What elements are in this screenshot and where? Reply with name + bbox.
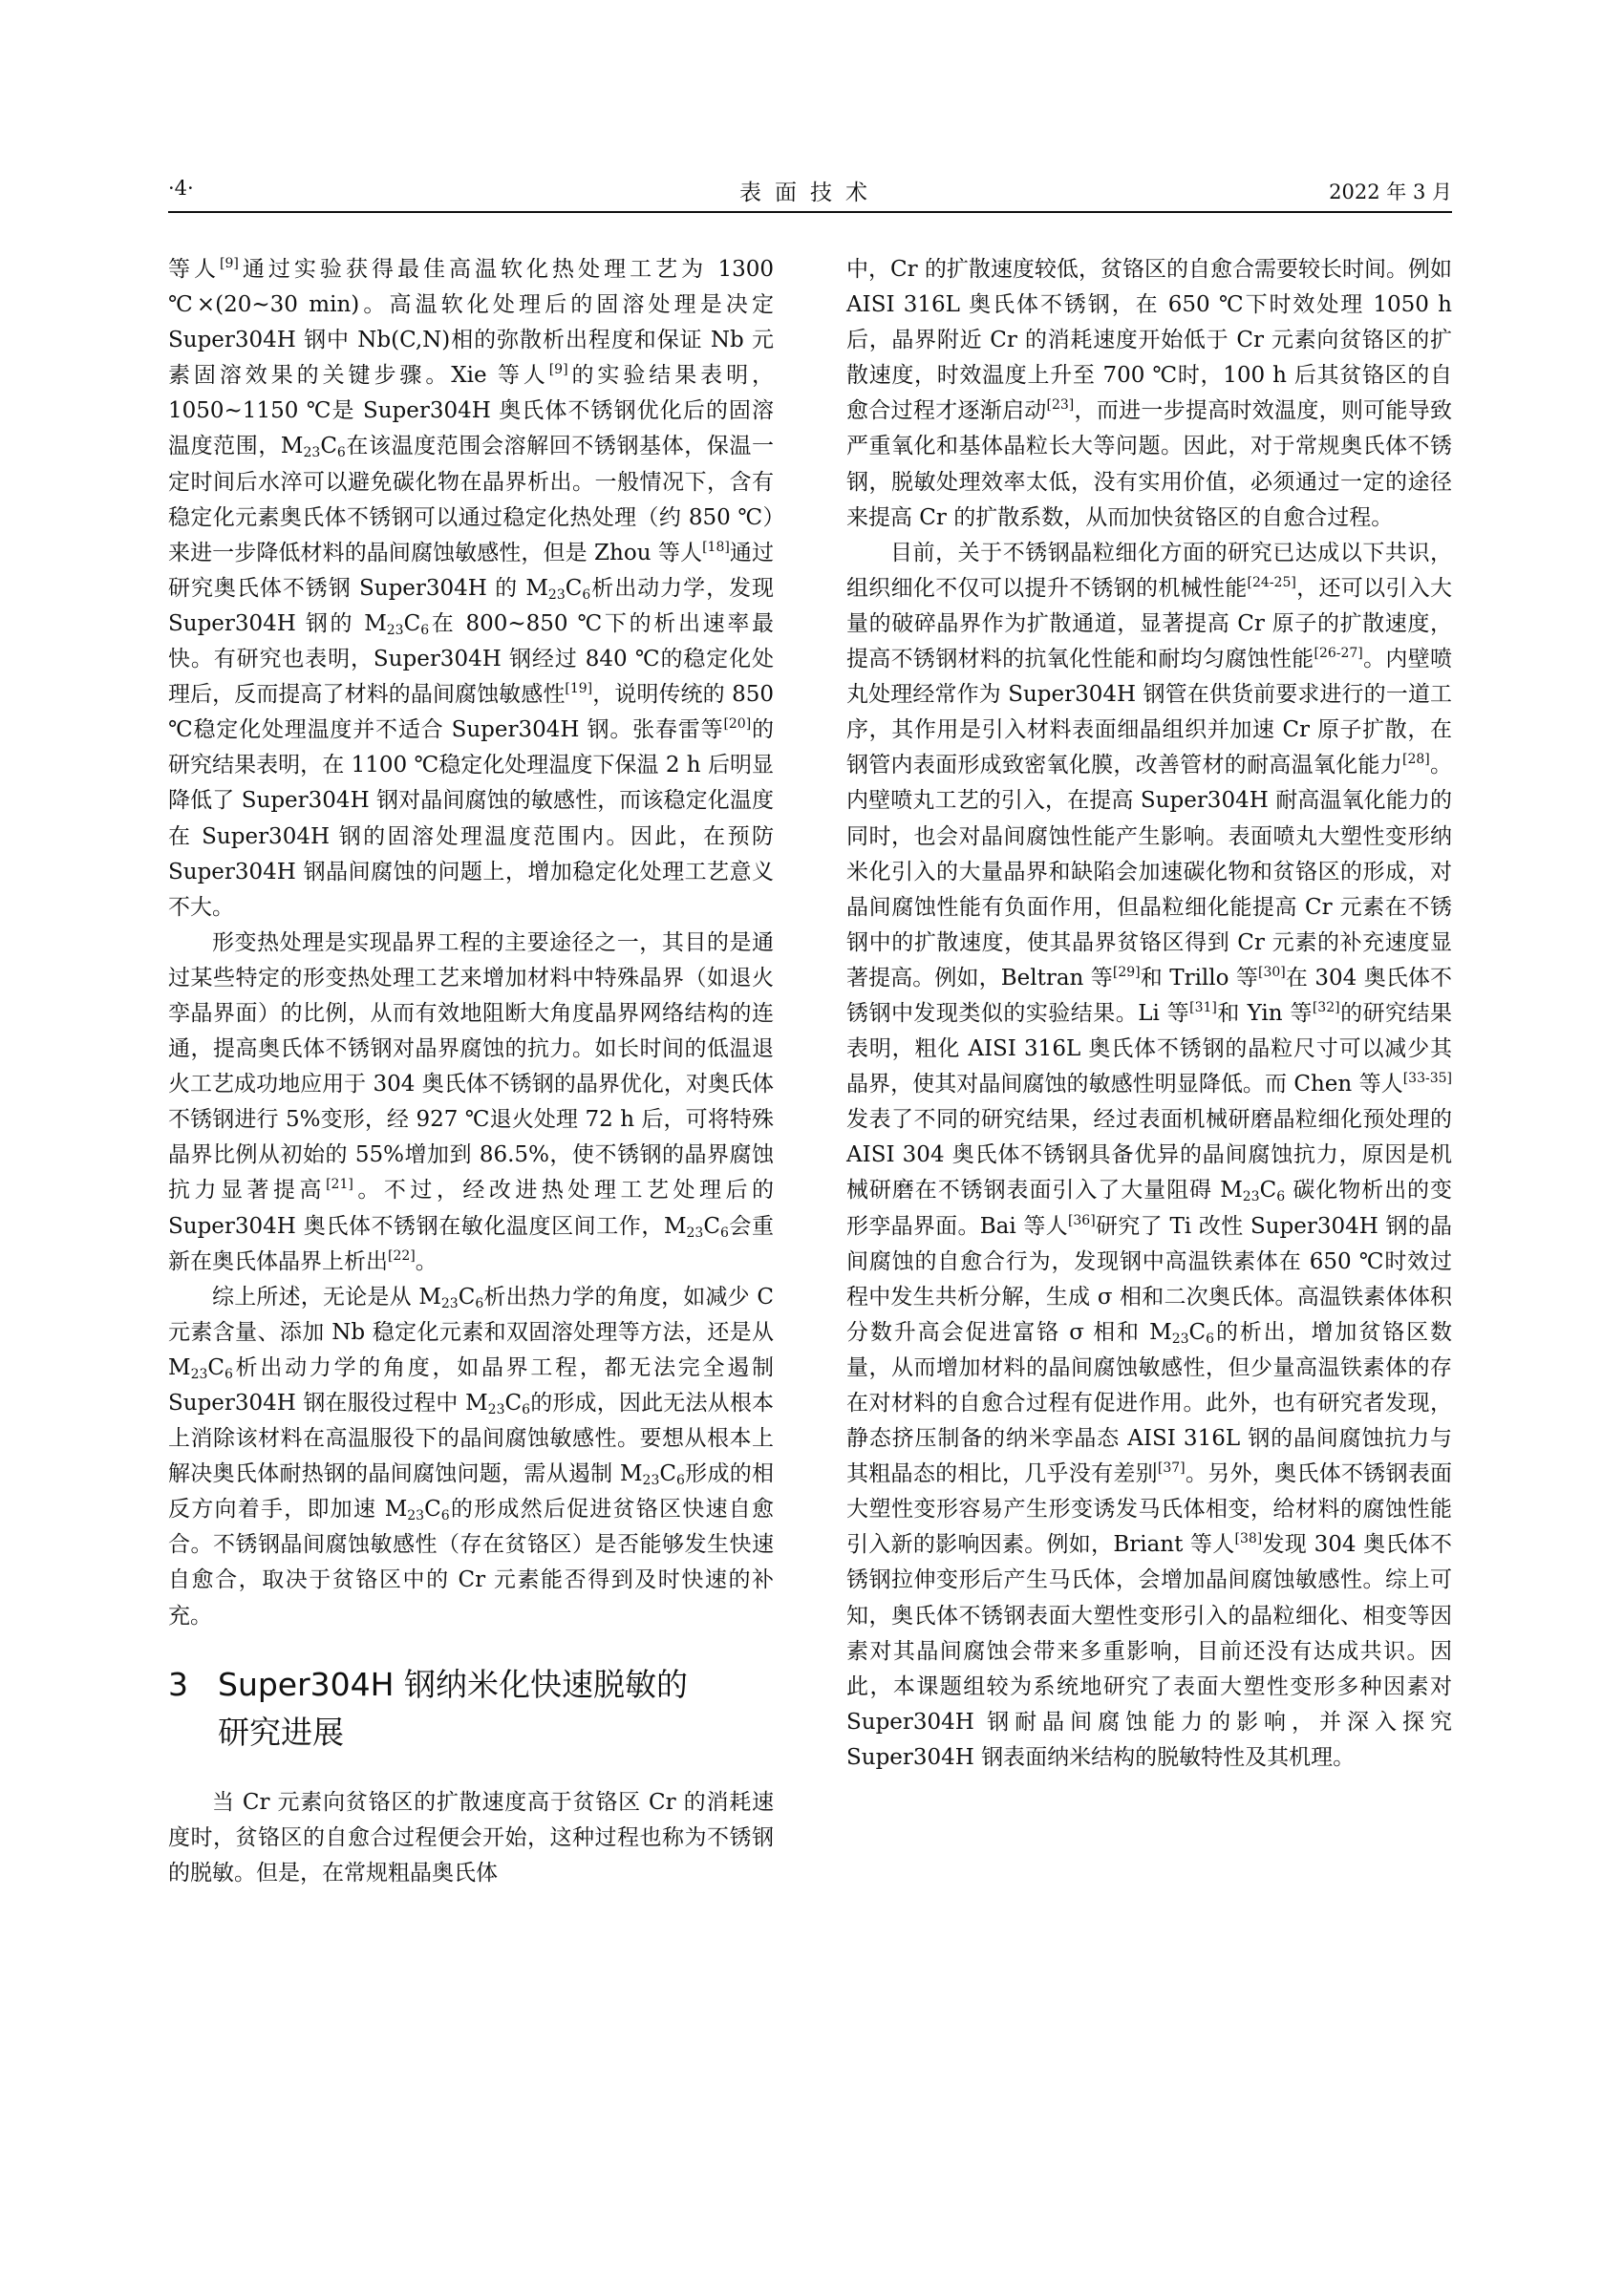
citation[interactable]: [24-25] xyxy=(1247,574,1296,590)
section-heading xyxy=(168,1661,774,1757)
citation[interactable]: [37] xyxy=(1157,1460,1186,1477)
left-column xyxy=(168,252,774,1891)
citation[interactable]: [20] xyxy=(723,716,752,733)
citation[interactable]: [33-35] xyxy=(1402,1071,1452,1087)
citation[interactable]: [31] xyxy=(1189,999,1217,1015)
citation[interactable]: [38] xyxy=(1234,1531,1263,1547)
citation[interactable]: [28] xyxy=(1401,752,1430,768)
right-column xyxy=(846,252,1452,1776)
journal-title: 表面技术 xyxy=(739,181,881,205)
page-number: ·4· xyxy=(168,177,194,200)
citation[interactable]: [9] xyxy=(220,256,239,271)
citation[interactable]: [29] xyxy=(1112,964,1141,980)
citation[interactable]: [21] xyxy=(326,1177,353,1193)
citation[interactable]: [26-27] xyxy=(1314,646,1363,662)
citation[interactable]: [32] xyxy=(1312,999,1340,1015)
issue-date: 2022 年 3 月 xyxy=(1329,181,1452,203)
paragraph: 当 Cr 元素向贫铬区的扩散速度高于贫铬区 Cr 的消耗速度时，贫铬区的自愈合过程便会开始，这种过程也称为不锈钢的脱敏。但是，在常规粗晶奥氏体 xyxy=(168,1789,774,1886)
citation[interactable]: [18] xyxy=(702,539,730,555)
citation[interactable]: [30] xyxy=(1258,964,1286,980)
citation[interactable]: [36] xyxy=(1067,1212,1096,1228)
citation[interactable]: [9] xyxy=(548,362,568,378)
paragraph: 目前，关于不锈钢晶粒细化方面的研究已达成以下共识，组织细化不仅可以提升不锈钢的机械性能[24-25]，还可以引入大量的破碎晶界作为扩散通道，显著提高 Cr 原子的扩散速度，提高不锈钢材料的抗氧化性能和耐均匀腐蚀性能[26-27]。内壁喷丸处理经常作为 Super304H 钢管在供货前要求进行的一道工序，其作用是引入材料表面细晶组织并加速 Cr 原子扩散，在钢管内表面形成致密氧化膜，改善管材的耐高温氧化能力[28]。内壁喷丸工艺的引入，在提高 Super304H 耐高温氧化能力的同时，也会对晶间腐蚀性能产生影响。表面喷丸大塑性变形纳米化引入的大量晶界和缺陷会加速碳化物和贫铬区的形成，对晶间腐蚀性能有负面作用，但晶粒细化能提高 Cr 元素在不锈钢中的扩散速度，使其晶界贫铬区得到 Cr 元素的补充速度显著提高。例如，Beltran 等[29]和 Trillo 等[30]在 304 奥氏体不锈钢中发现类似的实验结果。Li 等[31]和 Yin 等[32]的研究结果表明，粗化 AISI 316L 奥氏体不锈钢的晶粒尺寸可以减少其晶界，使其对晶间腐蚀的敏感性明显降低。而 Chen 等人[33-35]发表了不同的研究结果，经过表面机械研磨晶粒细化预处理的 AISI 304 奥氏体不锈钢具备优异的晶间腐蚀抗力，原因是机械研磨在不锈钢表面引入了大量阻碍 $M_{23}C_6$ 碳化物析出的变形孪晶界面。Bai 等人[36]研究了 Ti 改性 Super304H 钢的晶间腐蚀的自愈合行为，发现钢中高温铁素体在 650 ℃时效过程中发生共析分解，生成 σ 相和二次奥氏体。高温铁素体体积分数升高会促进富铬 σ 相和 $M_{23}C_6$的析出，增加贫铬区数量，从而增加材料的晶间腐蚀敏感性，但少量高温铁素体的存在对材料的自愈合过程有促进作用。此外，也有研究者发现，静态挤压制备的纳米孪晶态 AISI 316L 钢的晶间腐蚀抗力与其粗晶态的相比，几乎没有差别[37]。另外，奥氏体不锈钢表面大塑性变形容易产生形变诱发马氏体相变，给材料的腐蚀性能引入新的影响因素。例如，Briant 等人[38]发现 304 奥氏体不锈钢拉伸变形后产生马氏体，会增加晶间腐蚀敏感性。综上可知，奥氏体不锈钢表面大塑性变形引入的晶粒细化、相变等因素对其晶间腐蚀会带来多重影响，目前还没有达成共识。因此，本课题组较为系统地研究了表面大塑性变形多种因素对 Super304H 钢耐晶间腐蚀能力的影响，并深入探究 Super304H 钢表面纳米结构的脱敏特性及其机理。 xyxy=(846,540,1453,1770)
paragraph: 中，Cr 的扩散速度较低，贫铬区的自愈合需要较长时间。例如 AISI 316L 奥氏体不锈钢，在 650 ℃下时效处理 1050 h 后，晶界附近 Cr 的消耗速度开始低于 Cr 元素向贫铬区的扩散速度，时效温度上升至 700 ℃时，100 h 后其贫铬区的自愈合过程才逐渐启动[23]，而进一步提高时效温度，则可能导致严重氧化和基体晶粒长大等问题。因此，对于常规奥氏体不锈钢，脱敏处理效率太低，没有实用价值，必须通过一定的途径来提高 Cr 的扩散系数，从而加快贫铬区的自愈合过程。 xyxy=(846,257,1453,530)
citation[interactable]: [23] xyxy=(1046,397,1075,414)
section-number: 3 xyxy=(168,1665,188,1703)
section-title-line2: 研究进展 xyxy=(218,1713,344,1751)
paragraph: 等人[9]通过实验获得最佳高温软化热处理工艺为 1300 ℃×(20~30 min)。高温软化处理后的固溶处理是决定 Super304H 钢中 Nb(C,N)相的弥散析出程度和保证 Nb 元素固溶效果的关键步骤。Xie 等人[9]的实验结果表明，1050~1150 ℃是 Super304H 奥氏体不锈钢优化后的固溶温度范围，$M_{23}C_6$在该温度范围会溶解回不锈钢基体，保温一定时间后水淬可以避免碳化物在晶界析出。一般情况下，含有稳定化元素奥氏体不锈钢可以通过稳定化热处理（约 850 ℃）来进一步降低材料的晶间腐蚀敏感性，但是 Zhou 等人[18]通过研究奥氏体不锈钢 Super304H 的 $M_{23}C_6$析出动力学，发现 Super304H 钢的 $M_{23}C_6$在 800~850 ℃下的析出速率最快。有研究也表明，Super304H 钢经过 840 ℃的稳定化处理后，反而提高了材料的晶间腐蚀敏感性[19]，说明传统的 850 ℃稳定化处理温度并不适合 Super304H 钢。张春雷等[20]的研究结果表明，在 1100 ℃稳定化处理温度下保温 2 h 后明显降低了 Super304H 钢对晶间腐蚀的敏感性，而该稳定化温度在 Super304H 钢的固溶处理温度范围内。因此，在预防 Super304H 钢晶间腐蚀的问题上，增加稳定化处理工艺意义不大。 xyxy=(168,256,775,920)
running-header xyxy=(168,173,1452,213)
citation[interactable]: [22] xyxy=(388,1247,416,1264)
section-title-line1: Super304H 钢纳米化快速脱敏的 xyxy=(218,1665,688,1703)
paragraph: 形变热处理是实现晶界工程的主要途径之一，其目的是通过某些特定的形变热处理工艺来增加材料中特殊晶界（如退火孪晶界面）的比例，从而有效地阻断大角度晶界网络结构的连通，提高奥氏体不锈钢对晶界腐蚀的抗力。如长时间的低温退火工艺成功地应用于 304 奥氏体不锈钢的晶界优化，对奥氏体不锈钢进行 5%变形，经 927 ℃退火处理 72 h 后，可将特殊晶界比例从初始的 55%增加到 86.5%，使不锈钢的晶界腐蚀抗力显著提高[21]。不过，经改进热处理工艺处理后的 Super304H 奥氏体不锈钢在敏化温度区间工作，$M_{23}C_6$会重新在奥氏体晶界上析出[22]。 xyxy=(168,929,775,1274)
paragraph: 综上所述，无论是从 $M_{23}C_6$析出热力学的角度，如减少 C 元素含量、添加 Nb 稳定化元素和双固溶处理等方法，还是从 $M_{23}C_6$析出动力学的角度，如晶界工程，都无法完全遏制 Super304H 钢在服役过程中 $M_{23}C_6$的形成，因此无法从根本上消除该材料在高温服役下的晶间腐蚀敏感性。要想从根本上解决奥氏体耐热钢的晶间腐蚀问题，需从遏制 $M_{23}C_6$形成的相反方向着手，即加速 $M_{23}C_6$的形成然后促进贫铬区快速自愈合。不锈钢晶间腐蚀敏感性（存在贫铬区）是否能够发生快速自愈合，取决于贫铬区中的 Cr 元素能否得到及时快速的补充。 xyxy=(168,1284,775,1629)
citation[interactable]: [19] xyxy=(565,681,593,697)
